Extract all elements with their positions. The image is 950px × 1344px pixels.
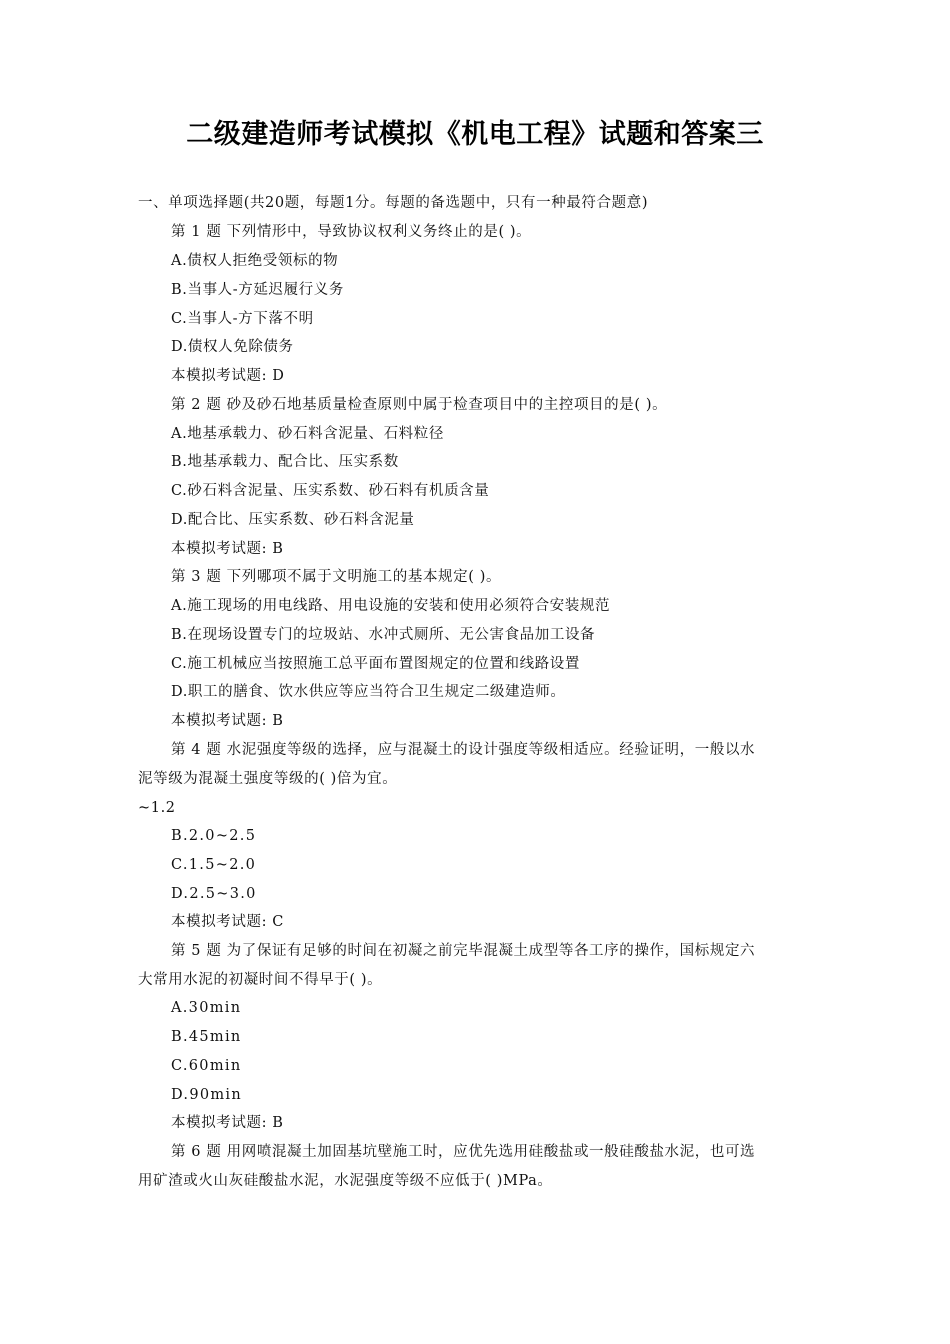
question-3-answer: 本模拟考试题: B <box>171 713 284 729</box>
question-5-stem-line-2: 大常用水泥的初凝时间不得早于( )。 <box>138 972 383 988</box>
question-3-option-c: C.施工机械应当按照施工总平面布置图规定的位置和线路设置 <box>171 656 580 672</box>
document-title: 二级建造师考试模拟《机电工程》试题和答案三 <box>186 119 764 150</box>
section-heading: 一、单项选择题(共20题，每题1分。每题的备选题中，只有一种最符合题意) <box>138 195 649 211</box>
question-1-answer: 本模拟考试题: D <box>171 368 285 384</box>
question-3-stem: 第 3 题 下列哪项不属于文明施工的基本规定( )。 <box>171 569 502 585</box>
question-3-option-a: A.施工现场的用电线路、用电设施的安装和使用必须符合安装规范 <box>171 598 611 614</box>
question-4-option-a: ~1.2 <box>138 800 176 816</box>
question-3-option-b: B.在现场设置专门的垃圾站、水冲式厕所、无公害食品加工设备 <box>171 627 596 643</box>
question-1-stem: 第 1 题 下列情形中，导致协议权利义务终止的是( )。 <box>171 224 532 240</box>
question-5-answer: 本模拟考试题: B <box>171 1115 284 1131</box>
question-5-option-b: B.45min <box>171 1029 242 1045</box>
question-5-stem-line-1: 第 5 题 为了保证有足够的时间在初凝之前完毕混凝土成型等各工序的操作，国标规定六 <box>171 943 756 959</box>
question-1-option-b: B.当事人-方延迟履行义务 <box>171 282 344 298</box>
question-4-option-b: B.2.0~2.5 <box>171 828 257 844</box>
question-1-option-d: D.债权人免除债务 <box>171 339 294 355</box>
question-4-stem-line-2: 泥等级为混凝土强度等级的( )倍为宜。 <box>138 771 398 787</box>
question-5-option-c: C.60min <box>171 1058 242 1074</box>
question-5-option-a: A.30min <box>171 1000 242 1016</box>
question-6-stem-line-1: 第 6 题 用网喷混凝土加固基坑壁施工时，应优先选用硅酸盐或一般硅酸盐水泥，也可选 <box>171 1144 756 1160</box>
question-4-stem-line-1: 第 4 题 水泥强度等级的选择，应与混凝土的设计强度等级相适应。经验证明，一般以水 <box>171 742 756 758</box>
question-3-option-d: D.职工的膳食、饮水供应等应当符合卫生规定二级建造师。 <box>171 684 566 700</box>
question-6-stem-line-2: 用矿渣或火山灰硅酸盐水泥，水泥强度等级不应低于( )MPa。 <box>138 1173 553 1189</box>
question-4-answer: 本模拟考试题: C <box>171 914 284 930</box>
question-2-option-b: B.地基承载力、配合比、压实系数 <box>171 454 399 470</box>
question-2-stem: 第 2 题 砂及砂石地基质量检查原则中属于检查项目中的主控项目的是( )。 <box>171 397 668 413</box>
question-4-option-d: D.2.5~3.0 <box>171 886 257 902</box>
question-1-option-c: C.当事人-方下落不明 <box>171 311 314 327</box>
question-2-option-a: A.地基承载力、砂石料含泥量、石料粒径 <box>171 426 444 442</box>
question-1-option-a: A.债权人拒绝受领标的物 <box>171 253 339 269</box>
question-2-option-c: C.砂石料含泥量、压实系数、砂石料有机质含量 <box>171 483 490 499</box>
question-2-answer: 本模拟考试题: B <box>171 541 284 557</box>
question-5-option-d: D.90min <box>171 1087 242 1103</box>
question-2-option-d: D.配合比、压实系数、砂石料含泥量 <box>171 512 415 528</box>
question-4-option-c: C.1.5~2.0 <box>171 857 257 873</box>
